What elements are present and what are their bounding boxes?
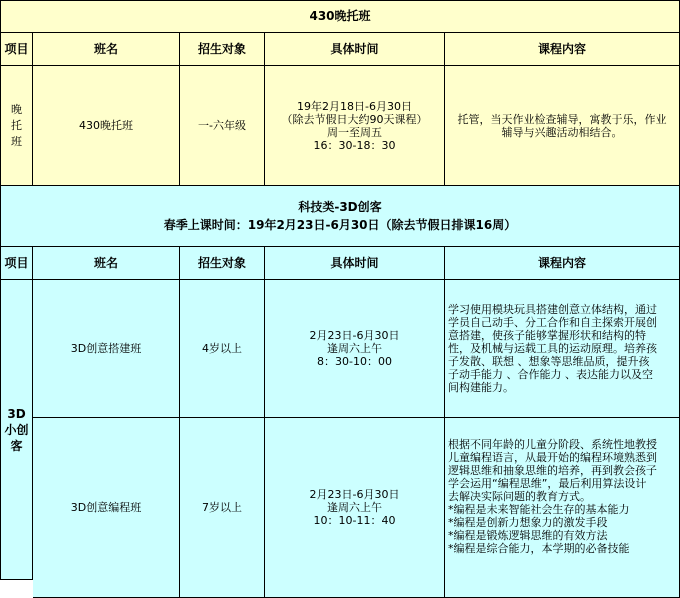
s2-row2-content-line: *编程是未来智能社会生存的基本能力 [448, 503, 630, 516]
s2-row2-content-line: 逻辑思维和抽象思维的培养，再到教会孩子 [448, 464, 657, 477]
s2-row1-time-line: 逢周六上午 [327, 342, 382, 355]
s1-project-text: 晚托班 [11, 102, 22, 148]
s2-row1-time [265, 280, 445, 418]
section1-title: 430晚托班 [0, 0, 680, 33]
s2-row1-time-line: 8：30-10：00 [317, 355, 392, 368]
section2-title-block [0, 186, 680, 247]
s2-row2-time-line: 逢周六上午 [327, 501, 382, 514]
s2-row1-content-line: 子发散、联想 、想象等思维品质，提升孩 [448, 355, 650, 368]
s2-row2-content-line: 学会运用“编程思维”，最后利用算法设计 [448, 477, 647, 490]
s1-time-line: 16：30-18：30 [313, 138, 396, 152]
s1-target-cell: 一-六年级 [180, 66, 265, 186]
s2-row2-content-line: 去解决实际问题的教育方式。 [448, 490, 591, 503]
s2-row1-content-line: 学员自己动手、分工合作和自主探索开展创 [448, 316, 657, 329]
s2-row2-class-name: 3D创意编程班 [33, 418, 180, 598]
s2-row2-content-line: *编程是创新力想象力的激发手段 [448, 516, 608, 529]
s1-header-content: 课程内容 [445, 33, 680, 66]
s1-content-line: 托管，当天作业检查辅导，寓教于乐，作业 [457, 112, 667, 126]
s1-time-line: 周一至周五 [327, 125, 382, 139]
s2-project-text: 3D小创客 [4, 406, 29, 453]
s2-row2-time-line: 2月23日-6月30日 [309, 488, 400, 501]
s2-row2-content-line: *编程是综合能力，本学期的必备技能 [448, 542, 630, 555]
s2-row1-content-line: 子动手能力 、合作能力 、表达能力以及空 [448, 368, 653, 381]
s2-row1-content-line: 间构建能力。 [448, 381, 514, 394]
s2-row2-content-line: 根据不同年龄的儿童分阶段、系统性地教授 [448, 438, 657, 451]
s2-row1-content-line: 学习使用模块玩具搭建创意立体结构，通过 [448, 303, 657, 316]
s2-row1-target: 4岁以上 [180, 280, 265, 418]
s2-header-time: 具体时间 [265, 247, 445, 280]
s1-class-name-cell: 430晚托班 [33, 66, 180, 186]
s2-row2-time [265, 418, 445, 598]
s1-header-target: 招生对象 [180, 33, 265, 66]
s2-row2-content-line: 儿童编程语言，从最开始的编程环境熟悉到 [448, 451, 657, 464]
s1-time-line: （除去节假日大约90天课程） [281, 112, 428, 126]
s2-row2-content-line: *编程是锻炼逻辑思维的有效方法 [448, 529, 608, 542]
s1-time-line: 19年2月18日-6月30日 [297, 99, 412, 113]
s2-header-project: 项目 [0, 247, 33, 280]
section2-title: 科技类-3D创客 [298, 200, 382, 214]
s2-row2-target: 7岁以上 [180, 418, 265, 598]
s1-header-class-name: 班名 [33, 33, 180, 66]
section2-subtitle: 春季上课时间：19年2月23日-6月30日（除去节假日排课16周） [163, 218, 517, 232]
s2-project-cell [0, 280, 33, 580]
s1-header-time: 具体时间 [265, 33, 445, 66]
s2-row1-time-line: 2月23日-6月30日 [309, 329, 400, 342]
s1-time-cell [265, 66, 445, 186]
s1-content-line: 辅导与兴趣活动相结合。 [501, 125, 623, 139]
s1-project-cell [0, 66, 33, 186]
s2-header-content: 课程内容 [445, 247, 680, 280]
s2-row1-content [445, 280, 680, 418]
s2-row1-class-name: 3D创意搭建班 [33, 280, 180, 418]
s1-content-cell [445, 66, 680, 186]
s2-header-class-name: 班名 [33, 247, 180, 280]
s2-row2-content [445, 418, 680, 598]
s2-row1-content-line: 性，及机械与运载工具的运动原理。培养孩 [448, 342, 657, 355]
s1-header-project: 项目 [0, 33, 33, 66]
s2-row1-content-line: 意搭建，使孩子能够掌握形状和结构的特 [448, 329, 646, 342]
s2-header-target: 招生对象 [180, 247, 265, 280]
s2-row2-time-line: 10：10-11：40 [313, 514, 396, 527]
